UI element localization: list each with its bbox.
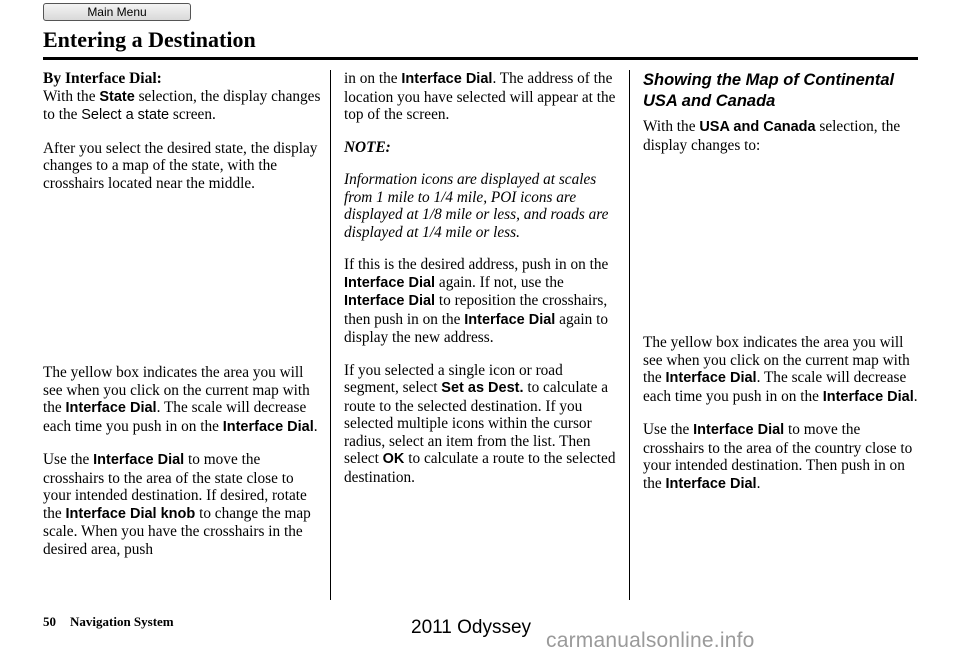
paragraph: The yellow box indicates the area you will see when you click on the current map with the Interface Dial. The scale will decrease each time you push in on the Interface Dial. — [43, 364, 318, 435]
column-divider-2 — [629, 70, 630, 600]
paragraph: The yellow box indicates the area you will see when you click on the current map with the Interface Dial. The scale will decrease each time you push in on the Interface Dial. — [643, 334, 918, 405]
title-rule — [43, 57, 918, 60]
paragraph: Use the Interface Dial to move the crosshairs to the area of the state close to your intended destination. If desired, rotate the Interface Dial knob to change the map scale. When you have the crosshairs in the desired area, push — [43, 451, 311, 558]
paragraph: With the USA and Canada selection, the display changes to: — [643, 118, 901, 154]
paragraph: Use the Interface Dial to move the crosshairs to the area of the country close to your intended destination. Then push in on the Interface Dial. — [643, 421, 913, 492]
section-heading-continental-map: Showing the Map of Continental USA and Canada — [643, 71, 895, 110]
paragraph: If you selected a single icon or road segment, select Set as Dest. to calculate a route to the selected destination. If you selected multiple icons within the cursor radius, select an item from the list. Then select OK to calculate a route to the selected destination. — [344, 361, 616, 486]
paragraph: With the State selection, the display changes to the Select a state screen. — [43, 87, 321, 123]
paragraph: in on the Interface Dial. The address of the location you have selected will appear at the top of the screen. — [344, 70, 616, 123]
page-number: 50 — [43, 614, 56, 629]
paragraph: If this is the desired address, push in on the Interface Dial again. If not, use the Interface Dial to reposition the crosshairs, then push in on the Interface Dial again to display the new address. — [344, 256, 609, 346]
screen-image-placeholder — [43, 207, 323, 364]
section-heading-dial: By Interface Dial: — [43, 70, 162, 87]
note-heading: NOTE: — [344, 138, 391, 156]
note-text: Information icons are displayed at scales from 1 mile to 1/4 mile, POI icons are displayed at 1/8 mile or less, and roads are displayed at 1/4 mile or less. — [344, 171, 609, 241]
screen-image-placeholder — [643, 169, 921, 334]
column-1 — [43, 70, 323, 573]
model-label: 2011 Odyssey — [411, 617, 532, 638]
footer-section: Navigation System — [70, 614, 174, 629]
column-2 — [344, 70, 620, 501]
main-menu-button[interactable]: Main Menu — [43, 3, 191, 21]
paragraph: After you select the desired state, the display changes to a map of the state, with the crosshairs located near the middle. — [43, 139, 318, 192]
column-divider-1 — [330, 70, 331, 600]
page-title: Entering a Destination — [43, 27, 256, 52]
page-footer — [43, 614, 174, 630]
watermark: carmanualsonline.info — [546, 629, 755, 652]
column-3 — [643, 70, 921, 508]
